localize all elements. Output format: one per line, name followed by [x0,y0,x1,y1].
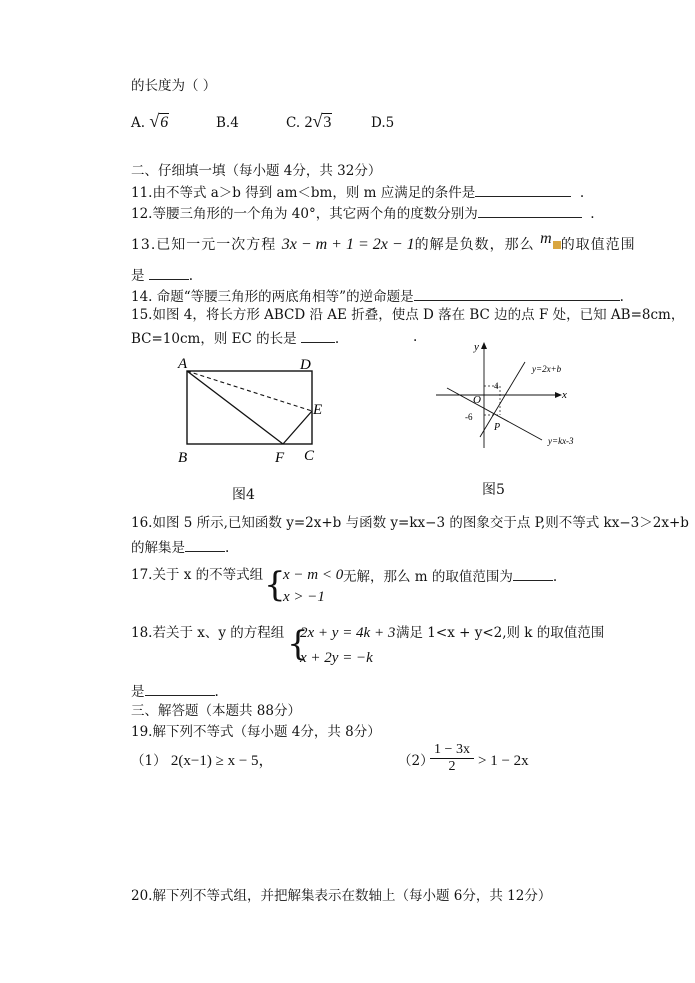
fig4-label-c: C [304,448,315,464]
q18-row2: x + 2y = −k [300,650,373,666]
option-c-radicand: 3 [323,114,332,131]
q11-answer-blank[interactable] [475,182,571,197]
fig5-label-x: x [562,389,567,401]
q11-end: . [579,185,585,201]
q16-line2 [131,537,229,557]
q17-post-text: 无解，那么 m 的取值范围为 [343,569,513,585]
fig5-label-line1: y=2x+b [532,364,562,374]
q10-option-d: D.5 [371,115,395,131]
q18-line2 [131,681,219,701]
q17-brace-icon: { [264,565,286,605]
fig4-caption: 图4 [232,487,255,503]
q11 [131,182,584,202]
q13-equation: 3x − m + 1 = 2x − 1 [281,236,415,253]
fig4-label-d: D [300,357,311,373]
fig5-label-p: P [494,422,501,433]
q17-pre: 17.关于 x 的不等式组 [131,567,264,583]
q13-mid: 的解是负数，那么 [414,237,535,253]
fig4-line-ae [187,371,312,411]
fig5-y-arrow-icon [481,342,487,349]
q19-part2-label: （2） [398,753,434,769]
q19-part2-fraction [430,742,474,775]
fig4-label-b: B [178,450,188,466]
q10-option-b: B.4 [216,115,239,131]
q17-row1: x − m < 0 [283,567,344,583]
fig4-label-f: F [275,450,285,466]
q15-end: . [334,331,340,347]
q15-line1: 15.如图 4，将长方形 ABCD 沿 AE 折叠，使点 D 落在 BC 边的点 F 处，已知 AB=8cm， [131,307,685,323]
q17-answer-blank[interactable] [513,566,553,581]
fig5-label-y: y [474,341,479,353]
q19-p2-numerator: 1 − 3x [430,742,474,759]
q18-pre: 18.若关于 x、y 的方程组 [131,625,285,641]
fig4-line-fe [283,411,312,444]
option-a-label: A. [131,115,146,131]
q19-part1 [131,752,274,770]
q12 [131,203,595,223]
fig5-x-arrow-icon [555,392,562,398]
q19-p2-rest: > 1 − 2x [478,753,529,769]
q12-end: . [590,206,595,222]
q18-post: 满足 1<x + y<2,则 k 的取值范围 [396,625,605,641]
figure-4 [170,350,340,470]
q14-end: . [619,289,624,305]
q10-option-a [131,112,169,132]
q19-p2-denominator: 2 [448,759,456,774]
q19-p1-expr: 2(x−1) ≥ x − 5， [170,753,274,769]
q14-answer-blank[interactable] [414,286,620,301]
section3-heading: 三、解答题（本题共 88分） [131,703,301,719]
fig4-label-e: E [313,402,323,418]
q13-marker-icon [553,241,561,249]
q15-answer-blank[interactable] [301,328,335,343]
q15-line2 [131,328,339,348]
q13-line2-pre: 是 [131,268,145,284]
fig4-line-af [187,371,283,444]
fig5-line-2x-plus-b [480,362,525,437]
q15-text: BC=10cm，则 EC 的长是 [131,331,297,347]
option-a-radicand: 6 [160,114,169,131]
fig4-label-a: A [178,356,188,372]
q15-stray-dot: . [413,329,418,345]
q16-answer-blank[interactable] [185,537,225,552]
q14-text: 14. 命题“等腰三角形的两底角相等”的逆命题是 [131,289,414,305]
q16-end: . [225,540,230,556]
q13-line2 [131,265,193,285]
q13-post: 的取值范围 [560,237,636,253]
fig5-caption: 图5 [482,482,505,498]
fig5-label-origin: O [473,394,481,406]
section2-heading: 二、仔细填一填（每小题 4分，共 32分） [131,163,382,179]
q18-answer-blank[interactable] [145,681,215,696]
q19-title: 19.解下列不等式（每小题 4分，共 8分） [131,724,381,740]
option-c-label: C. [286,115,301,131]
q18-row1: 2x + y = 4k + 3 [300,625,396,641]
q19-p1-label: （1） [131,753,167,769]
q10-option-c [286,112,332,132]
q13-answer-blank[interactable] [149,265,189,280]
q13-line1 [131,230,636,254]
figure-5 [430,340,580,455]
fig5-label-line2: y=kx-3 [548,436,574,446]
sqrt-symbol: √ [312,111,323,131]
q17-end: . [552,569,558,585]
q20-title: 20.解下列不等式组，并把解集表示在数轴上（每小题 6分，共 12分） [131,888,552,904]
q10-stem-tail: 的长度为（ ） [131,78,217,94]
option-c-coef: 2 [304,114,313,131]
q12-answer-blank[interactable] [478,203,582,218]
q18-brace-icon: { [287,624,309,664]
q13-end: . [188,268,194,284]
q18-line2-pre: 是 [131,684,145,700]
q14 [131,286,624,306]
q18-end: . [214,684,219,700]
q17-row2: x > −1 [283,589,325,605]
fig5-label-four: 4 [494,381,499,391]
q12-text: 12.等腰三角形的一个角为 40°，其它两个角的度数分别为 [131,206,478,222]
q16-line1: 16.如图 5 所示,已知函数 y=2x+b 与函数 y=kx−3 的图象交于点 P,则不等式 kx−3＞2x+b [131,515,689,531]
fig5-label-neg-six: -6 [465,412,473,422]
sqrt-symbol: √ [149,111,160,131]
q13-pre: 13.已知一元一次方程 [131,237,277,253]
q11-text: 11.由不等式 a＞b 得到 am＜bm，则 m 应满足的条件是 [131,185,476,201]
q17-post [343,566,557,586]
q16-text: 的解集是 [131,540,185,556]
q13-var: m [540,230,553,247]
